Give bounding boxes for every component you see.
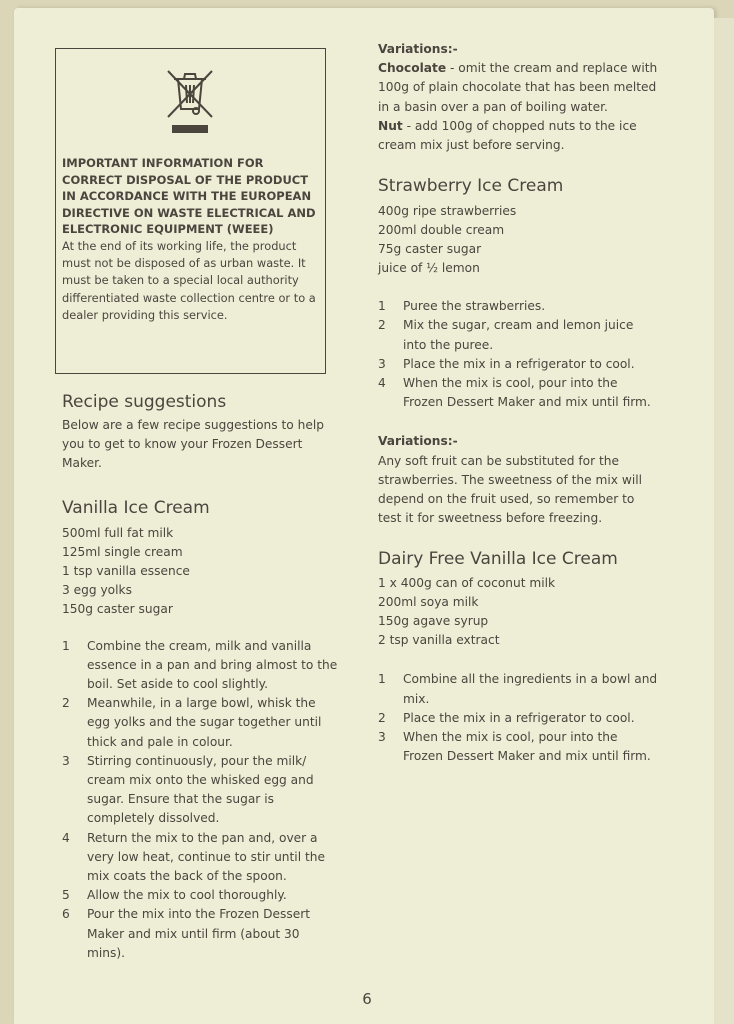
weee-title: IMPORTANT INFORMATION FOR CORRECT DISPOSAL OF THE PRODUCT IN ACCORDANCE WITH THE EUROPEAN DIRECTIVE ON WASTE ELECTRICAL AND ELECTRONIC EQUIPMENT (WEEE) [62,156,316,237]
step-number: 2 [378,318,386,333]
ingredient-item: 150g agave syrup [378,614,489,629]
step-text: Pour the mix into the Frozen Dessert Maker and mix until firm (about 30 mins). [87,907,310,960]
ingredient-item: 75g caster sugar [378,242,482,257]
step-number: 1 [62,638,70,653]
step-item [378,670,660,708]
step-number: 2 [378,710,386,725]
step-number: 1 [378,299,386,314]
step-number: 3 [62,753,70,768]
ingredient-item: 200ml double cream [378,223,505,238]
nut-text: - add 100g of chopped nuts to the ice cream mix just before serving. [378,118,637,153]
strawberry-steps [378,297,660,412]
ingredient-item: 1 x 400g can of coconut milk [378,576,556,591]
step-text: Place the mix in a refrigerator to cool. [403,356,635,371]
dairy-free-steps [378,670,660,766]
vanilla-heading: Vanilla Ice Cream [62,497,210,518]
weee-info-box [55,48,326,374]
step-item [378,316,660,354]
step-text: Meanwhile, in a large bowl, whisk the egg yolks and the sugar together until thick and pale in colour. [87,696,322,749]
step-item [62,905,338,963]
chocolate-variation [378,59,660,117]
recipe-suggestions-intro: Below are a few recipe suggestions to help you to get to know your Frozen Dessert Maker. [62,418,324,471]
step-text: Allow the mix to cool thoroughly. [87,888,287,903]
ingredient-item: 125ml single cream [62,544,183,559]
next-page-edge [714,18,734,1024]
nut-variation [378,117,660,155]
step-text: Mix the sugar, cream and lemon juice into the puree. [403,318,634,352]
strawberry-ingredients [378,202,660,278]
step-item [378,297,660,316]
step-text: Place the mix in a refrigerator to cool. [403,710,635,725]
page-number: 6 [362,990,372,1008]
step-number: 3 [378,356,386,371]
step-item [378,709,660,728]
step-item [378,728,660,766]
step-text: Combine the cream, milk and vanilla essence in a pan and bring almost to the boil. Set aside to cool slightly. [87,638,338,692]
strawberry-variations-text: Any soft fruit can be substituted for the strawberries. The sweetness of the mix will depend on the fruit used, so remember to test it for sweetness before freezing. [378,453,642,526]
step-number: 6 [62,907,70,922]
left-column [62,48,338,963]
crossed-out-wheelie-bin-icon [160,65,220,141]
step-number: 2 [62,696,70,711]
vanilla-ingredients [62,524,338,619]
step-item [62,752,338,829]
weee-body: At the end of its working life, the product must not be disposed of as urban waste. It must be taken to a special local authority differentiated waste collection centre or to a dealer providing this service. [62,238,316,322]
chocolate-text: - omit the cream and replace with 100g of plain chocolate that has been melted in a basin over a pan of boiling water. [378,61,658,114]
step-number: 1 [378,672,386,687]
ingredient-item: 500ml full fat milk [62,525,174,540]
step-text: Puree the strawberries. [403,299,546,314]
ingredient-item: 1 tsp vanilla essence [62,563,190,578]
ingredient-item: 200ml soya milk [378,595,479,610]
step-text: Stirring continuously, pour the milk/ cream mix onto the whisked egg and sugar. Ensure that the sugar is completely dissolved. [87,753,314,826]
ingredient-item: 2 tsp vanilla extract [378,633,500,648]
step-number: 3 [378,730,386,745]
ingredient-item: 400g ripe strawberries [378,204,517,219]
step-text: When the mix is cool, pour into the Frozen Dessert Maker and mix until firm. [403,730,651,764]
nut-label: Nut [378,118,403,133]
step-item [62,637,338,695]
ingredient-item: 150g caster sugar [62,601,173,616]
step-number: 4 [62,830,70,845]
step-text: Combine all the ingredients in a bowl and mix. [403,672,658,706]
step-item [378,374,660,412]
right-column [378,40,660,766]
dairy-free-heading: Dairy Free Vanilla Ice Cream [378,549,618,570]
step-text: Return the mix to the pan and, over a very low heat, continue to stir until the mix coats the back of the spoon. [87,830,325,884]
step-number: 4 [378,376,386,391]
dairy-free-ingredients [378,574,660,650]
step-text: When the mix is cool, pour into the Frozen Dessert Maker and mix until firm. [403,376,651,410]
step-item [62,829,338,887]
strawberry-variations-heading: Variations:- [378,434,458,449]
vanilla-variations-heading: Variations:- [378,42,458,56]
vanilla-steps [62,637,338,963]
chocolate-label: Chocolate [378,61,447,76]
strawberry-heading: Strawberry Ice Cream [378,176,564,197]
ingredient-item: juice of ½ lemon [378,261,480,276]
step-number: 5 [62,888,70,903]
recipe-suggestions-heading: Recipe suggestions [62,392,227,412]
ingredient-item: 3 egg yolks [62,582,132,597]
step-item [378,355,660,374]
step-item [62,886,338,905]
step-item [62,694,338,752]
